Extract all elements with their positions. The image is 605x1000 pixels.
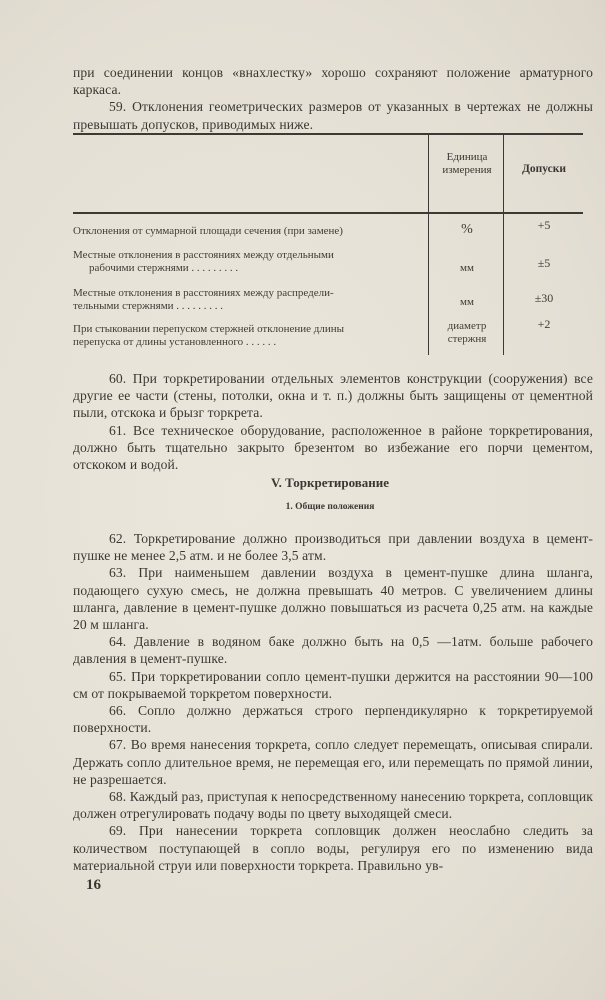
row-3-desc-line-1: Местные отклонения в расстояниях между распредели- <box>73 287 334 299</box>
table-row-3-tolerance: ±30 <box>534 291 554 305</box>
paragraph-63: 63. При наименьшем давлении воздуха в цемент-пушке длина шланга, подающего сухую смесь, не должна превышать 40 метров. С увеличением длины шланга, давление в цемент-пушке должно повышаться из расчета 0,25 атм. на каждые 20 м шланга. <box>73 565 593 633</box>
paragraph-61: 61. Все техническое оборудование, расположенное в районе торкретирования, должно быть тщательно закрыто брезентом во избежание его порчи цементом, отскоком и водой. <box>73 422 593 473</box>
table-row-4-unit: диаметр стержня <box>447 320 487 345</box>
column-divider-1 <box>428 133 429 355</box>
table-row-1-description <box>73 225 418 238</box>
paragraph-68: 68. Каждый раз, приступая к непосредственному нанесению торкрета, сопловщик должен отрегулировать подачу воды по цвету выходящей смеси. <box>73 789 593 822</box>
page-number: 16 <box>86 877 101 893</box>
table-row-1-tolerance: +5 <box>537 218 551 232</box>
section-title: V. Торкретирование <box>270 475 390 490</box>
middle-text-block <box>73 370 593 473</box>
row-2-desc-line-1: Местные отклонения в расстояниях между отдельными <box>73 249 334 261</box>
row-1-desc-line-1: Отклонения от суммарной площади сечения (при замене) <box>73 225 343 237</box>
subsection-title: 1. Общие положения <box>285 502 375 512</box>
row-2-desc-line-2: рабочими стержнями . . . . . . . . . <box>89 262 239 274</box>
paragraph-69: 69. При нанесении торкрета сопловщик должен неослабно следить за количеством поступающей в сопло воды, регулируя его по изменению вида материальной струи или поверхности торкрета. Правильно ув- <box>73 823 593 873</box>
table-row-4-description <box>73 323 418 349</box>
row-4-desc-line-1: При стыковании перепуском стержней отклонение длины <box>73 323 344 335</box>
table-row-3-description <box>73 287 418 313</box>
top-text-block <box>73 64 593 133</box>
paragraph-62: 62. Торкретирование должно производиться при давлении воздуха в цемент-пушке не менее 2,5 атм. и не более 3,5 атм. <box>73 531 593 564</box>
row-4-desc-line-2: перепуска от длины установленного . . . . . . <box>73 336 277 348</box>
table-row-4-tolerance: +2 <box>537 317 551 331</box>
table-header-rule <box>73 212 583 214</box>
paragraph-59: 59. Отклонения геометрических размеров от указанных в чертежах не должны превышать допусков, приводимых ниже. <box>73 99 593 132</box>
row-3-desc-line-2: тельными стержнями . . . . . . . . . <box>73 300 224 312</box>
table-row-1-unit: % <box>461 222 473 237</box>
paragraph-continuation: при соединении концов «внахлестку» хорошо сохраняют положение арматурного каркаса. <box>73 65 593 98</box>
header-tolerance: Допуски <box>521 163 567 175</box>
paragraph-66: 66. Сопло должно держаться строго перпендикулярно к торкретируемой поверхности. <box>73 703 593 736</box>
tolerance-table <box>73 133 583 355</box>
table-row-3-unit: мм <box>460 296 474 308</box>
paragraph-60: 60. При торкретировании отдельных элементов конструкции (сооружения) все другие ее части (стены, потолки, окна и т. п.) должны быть защищены от цементной пыли, отскока и брызг торкрета. <box>73 371 593 421</box>
header-unit: Единица измерения <box>442 151 492 176</box>
paragraph-64: 64. Давление в водяном баке должно быть на 0,5 —1атм. больше рабочего давления в цемент-пушке. <box>73 634 593 667</box>
paragraph-67: 67. Во время нанесения торкрета, сопло следует перемещать, описывая спирали. Держать сопло длительное время, не перемещая его, или перемещать по прямой линии, не разрешается. <box>73 737 593 787</box>
table-row-2-description <box>73 249 418 275</box>
table-row-2-unit: мм <box>460 262 474 274</box>
paragraph-65: 65. При торкретировании сопло цемент-пушки держится на расстоянии 90—100 см от покрываемой торкретом поверхности. <box>73 668 593 701</box>
table-row-2-tolerance: ±5 <box>537 256 551 270</box>
table-top-rule <box>73 133 583 135</box>
section-text-block <box>73 530 593 874</box>
